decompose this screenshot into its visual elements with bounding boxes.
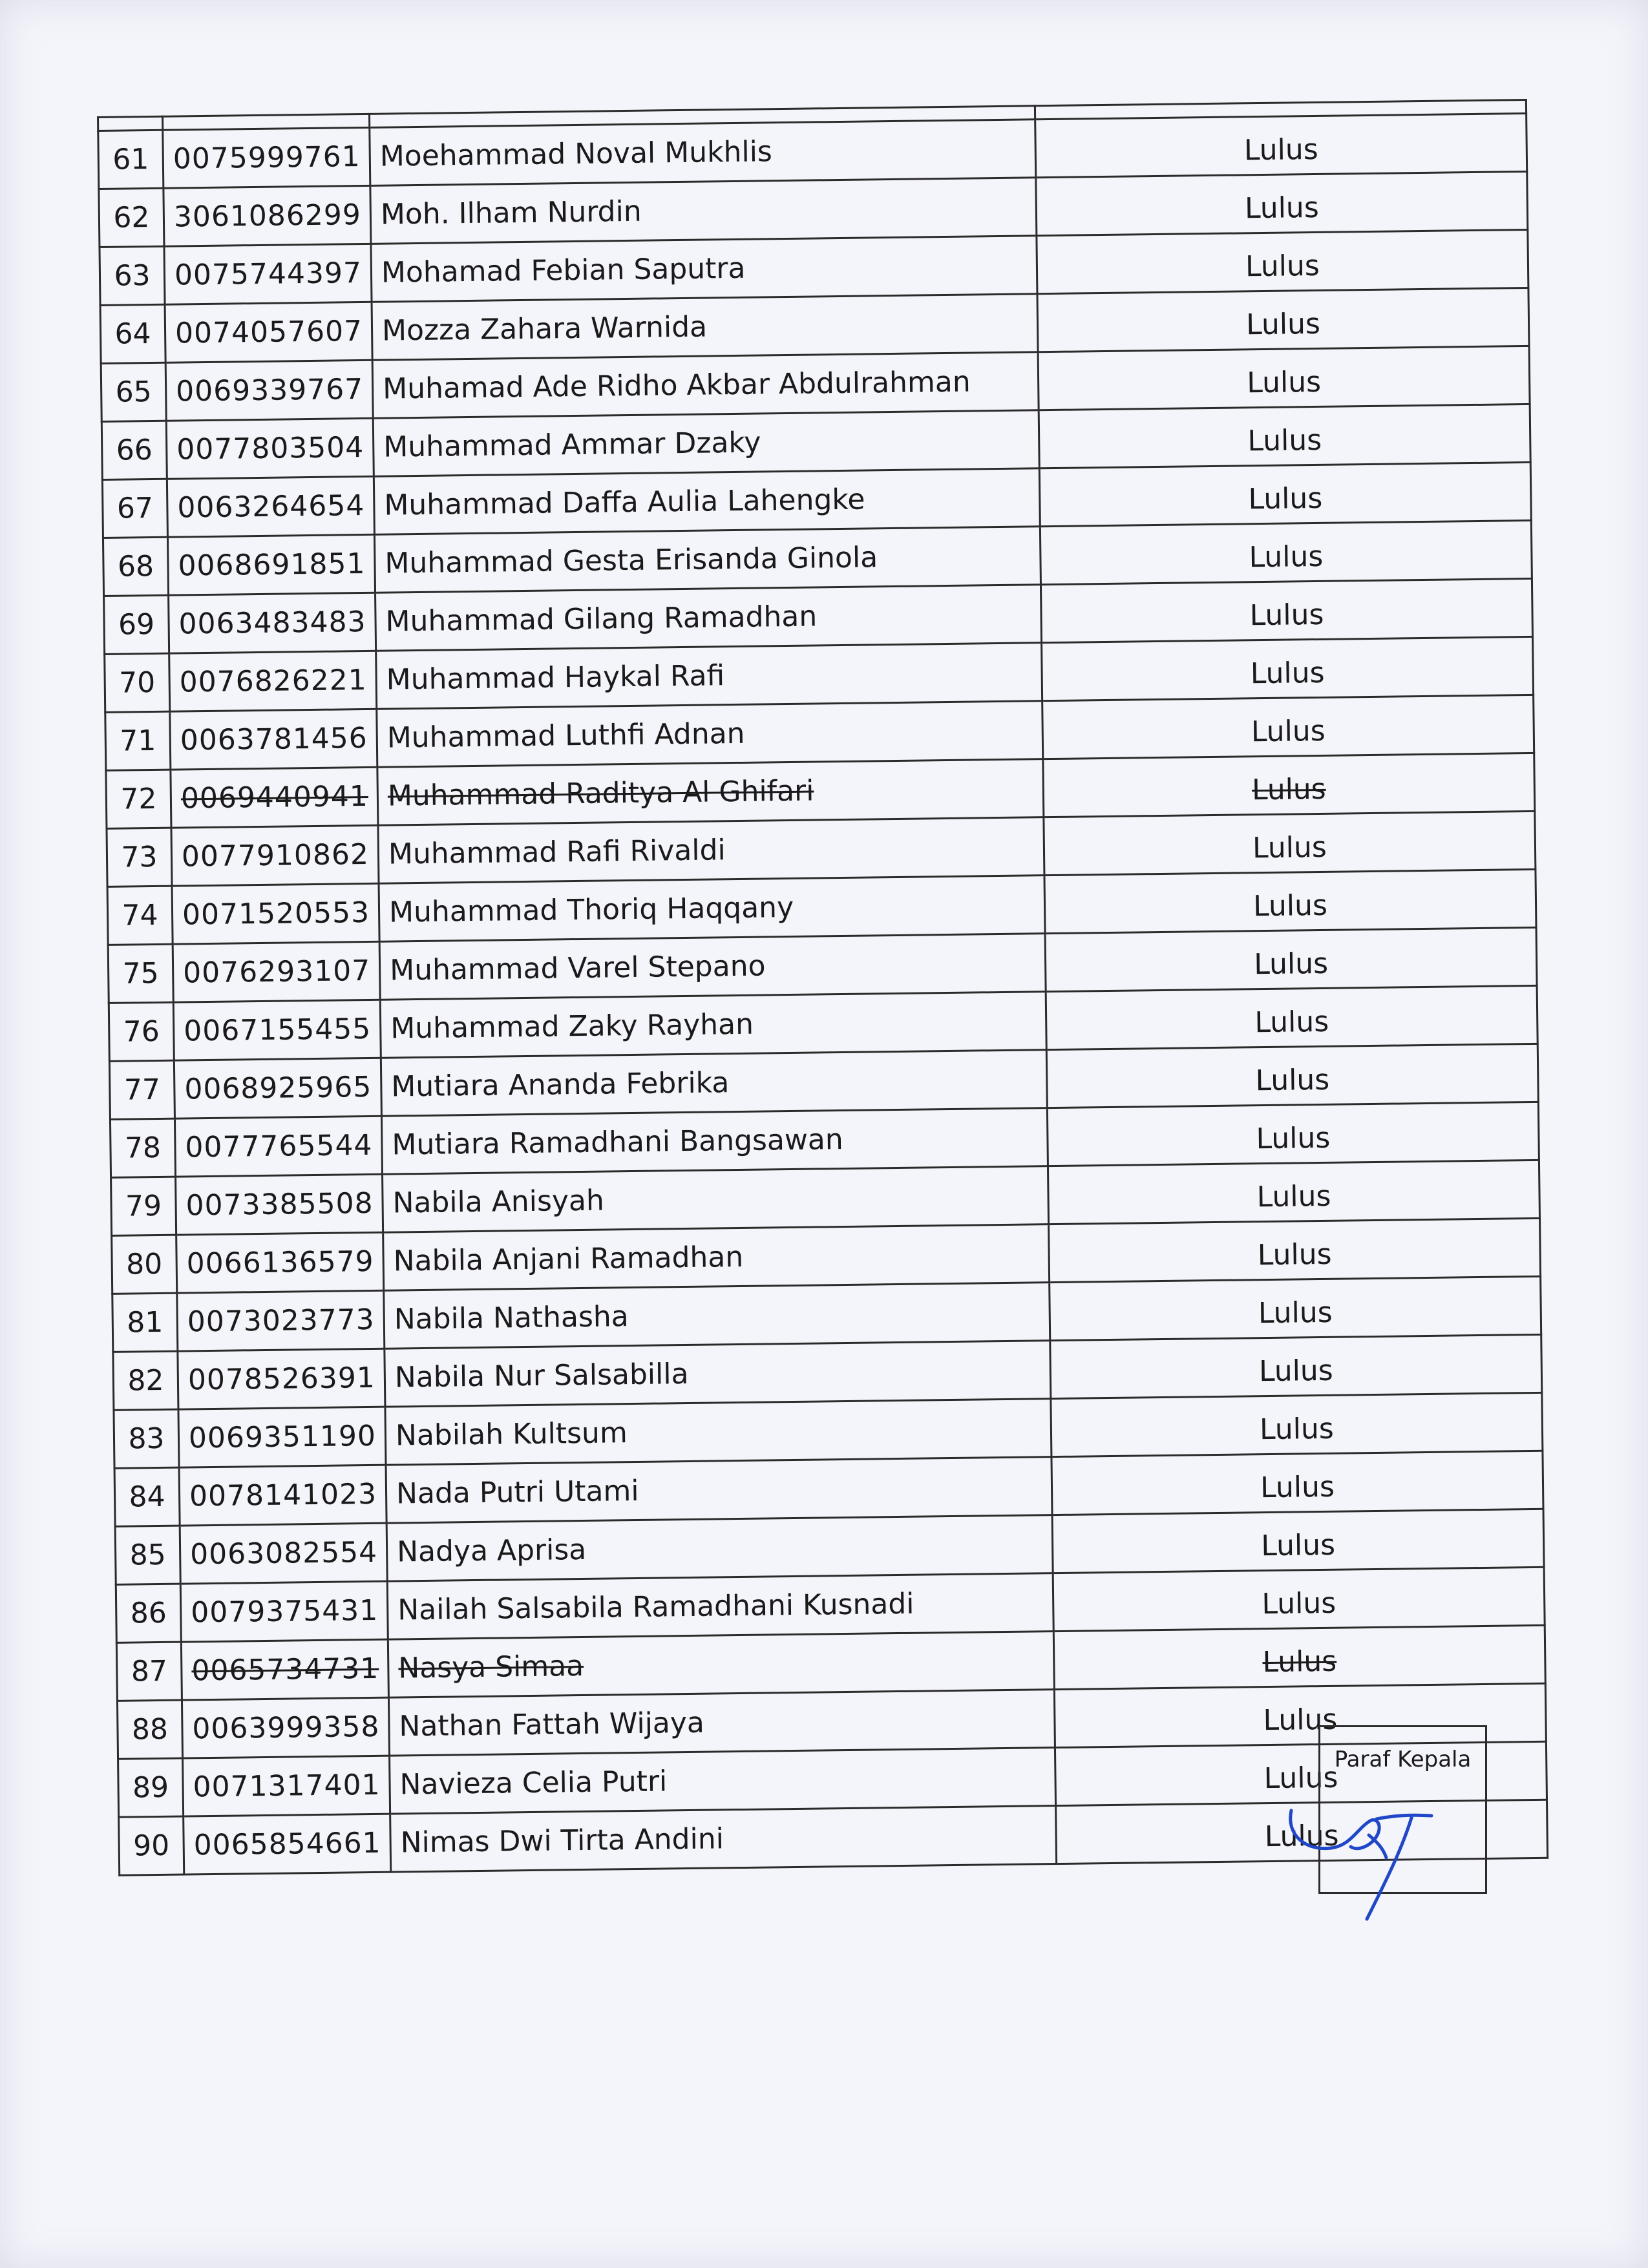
nisn-cell (183, 1756, 390, 1816)
status-cell-text: Lulus (1248, 481, 1323, 516)
status-cell (1035, 113, 1527, 177)
row-number-cell-text: 88 (131, 1712, 169, 1747)
row-number-cell (109, 1060, 174, 1119)
student-name-cell-text: Moehammad Noval Mukhlis (379, 135, 773, 173)
status-cell (1044, 869, 1536, 933)
status-cell (1044, 811, 1536, 875)
row-number-cell-text: 83 (128, 1422, 165, 1456)
status-cell-text: Lulus (1245, 249, 1320, 284)
nisn-cell-text: 0076293107 (182, 954, 371, 990)
nisn-cell-text: 0065854661 (193, 1826, 381, 1862)
status-cell-text: Lulus (1249, 598, 1324, 633)
student-name-cell (371, 236, 1037, 302)
student-name-cell-text: Nabila Nur Salsabilla (394, 1357, 689, 1394)
student-name-cell-text: Muhammad Zaky Rayhan (390, 1007, 754, 1045)
status-cell-text: Lulus (1243, 132, 1318, 167)
status-cell-text: Lulus (1259, 1412, 1335, 1447)
nisn-cell (182, 1697, 389, 1758)
row-number-cell-text: 65 (115, 375, 153, 409)
student-name-cell-text: Nimas Dwi Tirta Andini (400, 1822, 724, 1860)
student-name-cell-text: Nabila Nathasha (394, 1300, 629, 1336)
row-number-cell-text: 80 (125, 1247, 163, 1281)
nisn-cell (181, 1639, 388, 1700)
row-number-cell (100, 246, 165, 305)
student-name-cell-text: Muhammad Haykal Rafi (386, 659, 725, 697)
nisn-cell (173, 1000, 381, 1060)
status-cell (1046, 1044, 1538, 1108)
nisn-cell-text: 0073023773 (187, 1303, 375, 1339)
nisn-cell-text: 0071520553 (182, 896, 370, 932)
row-number-cell-text: 86 (130, 1596, 167, 1630)
nisn-cell (169, 651, 377, 711)
student-name-cell (387, 1573, 1053, 1640)
student-name-cell (385, 1341, 1051, 1407)
student-name-cell (381, 1050, 1047, 1117)
nisn-cell (178, 1407, 386, 1467)
row-number-cell (112, 1235, 177, 1294)
nisn-cell (184, 1814, 391, 1874)
row-number-cell-text: 82 (127, 1363, 164, 1398)
nisn-cell-text: 0074057607 (174, 315, 363, 350)
status-cell-text: Lulus (1252, 888, 1328, 923)
student-name-cell-text: Mozza Zahara Warnida (381, 310, 708, 348)
row-number-cell-text: 85 (129, 1538, 167, 1572)
nisn-cell-text: 0065734731 (191, 1652, 379, 1688)
student-name-cell (388, 1632, 1054, 1698)
row-number-cell-text: 90 (132, 1829, 170, 1863)
student-name-cell (376, 643, 1042, 709)
row-number-cell-text: 68 (117, 549, 154, 583)
status-cell (1043, 753, 1535, 817)
row-number-cell (114, 1409, 179, 1468)
student-name-cell (390, 1806, 1057, 1873)
status-cell (1037, 288, 1529, 352)
nisn-cell (165, 360, 373, 421)
row-number-cell (98, 130, 164, 189)
student-name-cell-text: Muhammad Daffa Aulia Lahengke (384, 483, 865, 522)
initials-label: Paraf Kepala (1334, 1747, 1472, 1772)
row-number-cell-text: 89 (132, 1770, 169, 1805)
status-cell (1040, 520, 1532, 584)
nisn-cell-text: 0077910862 (181, 837, 370, 874)
row-number-cell-text: 73 (121, 840, 158, 874)
status-cell-text: Lulus (1251, 772, 1327, 807)
status-cell-text: Lulus (1247, 423, 1322, 458)
nisn-cell-text: 0077765544 (185, 1128, 373, 1164)
row-number-cell (108, 944, 173, 1003)
row-number-cell-text: 67 (116, 491, 154, 525)
nisn-cell (176, 1174, 383, 1235)
nisn-cell-text: 0078526391 (187, 1361, 376, 1397)
row-number-cell (116, 1642, 182, 1701)
status-cell (1045, 927, 1537, 991)
row-number-cell (107, 886, 173, 945)
nisn-cell-text: 0063781456 (180, 721, 368, 757)
status-cell (1051, 1451, 1543, 1515)
status-cell-text: Lulus (1264, 1819, 1339, 1854)
nisn-cell-text: 0063483483 (178, 605, 366, 641)
nisn-cell (180, 1581, 388, 1642)
student-name-cell-text: Mutiara Ananda Febrika (391, 1066, 730, 1104)
nisn-cell (174, 1058, 381, 1118)
student-name-cell (374, 527, 1041, 593)
nisn-cell (166, 418, 374, 479)
row-number-cell (102, 479, 167, 538)
row-number-cell-text: 69 (118, 607, 155, 642)
student-name-cell (385, 1399, 1051, 1465)
student-name-cell (370, 178, 1037, 244)
status-cell (1053, 1625, 1545, 1689)
student-name-cell (380, 992, 1046, 1058)
student-name-cell-text: Moh. Ilham Nurdin (380, 194, 642, 231)
status-cell-text: Lulus (1247, 365, 1322, 400)
nisn-cell (167, 476, 374, 537)
nisn-cell (169, 593, 376, 653)
row-number-cell-text: 74 (121, 898, 158, 932)
status-cell-text: Lulus (1250, 656, 1325, 691)
nisn-cell (165, 302, 372, 362)
status-cell-text: Lulus (1257, 1237, 1332, 1272)
student-name-cell (374, 468, 1040, 535)
status-cell-text: Lulus (1263, 1703, 1338, 1738)
row-number-cell-text: 61 (112, 143, 149, 176)
nisn-cell (167, 534, 375, 595)
student-name-cell (383, 1166, 1049, 1233)
row-number-cell (110, 1118, 175, 1177)
nisn-cell (180, 1523, 387, 1584)
nisn-cell (179, 1465, 386, 1526)
status-cell (1036, 171, 1528, 235)
row-number-cell (103, 537, 168, 596)
row-number-cell (113, 1351, 178, 1410)
nisn-cell-text: 0066136579 (186, 1244, 374, 1281)
status-cell-text: Lulus (1249, 540, 1324, 574)
nisn-cell-text: 0073385508 (185, 1186, 374, 1223)
student-name-cell (372, 294, 1038, 361)
nisn-cell-text: 0068925965 (184, 1070, 372, 1106)
nisn-cell (176, 1232, 384, 1293)
row-number-cell-text: 62 (113, 201, 150, 235)
table-body (98, 100, 1548, 1875)
status-cell-text: Lulus (1254, 1005, 1329, 1040)
row-number-cell-text: 70 (118, 666, 156, 700)
row-number-cell (101, 421, 167, 479)
row-number-cell-text: 66 (116, 433, 153, 467)
graduation-results-table (97, 99, 1548, 1876)
nisn-cell (172, 883, 379, 944)
student-name-cell-text: Muhammad Ammar Dzaky (383, 426, 761, 464)
student-name-cell-text: Nabila Anjani Ramadhan (393, 1240, 744, 1278)
student-name-cell (375, 585, 1042, 651)
status-cell-text: Lulus (1263, 1761, 1338, 1796)
student-name-cell-text: Nada Putri Utami (396, 1474, 639, 1511)
row-number-cell (100, 304, 165, 363)
row-number-cell (106, 770, 171, 828)
student-name-cell (386, 1457, 1052, 1524)
row-number-cell-text: 79 (125, 1189, 162, 1223)
status-cell (1047, 1102, 1539, 1166)
status-cell (1052, 1509, 1544, 1573)
row-number-cell-text: 87 (131, 1654, 168, 1688)
status-cell-text: Lulus (1252, 830, 1327, 865)
student-name-cell-text: Muhammad Varel Stepano (389, 949, 766, 987)
status-cell (1037, 229, 1528, 293)
row-number-cell (109, 1002, 174, 1061)
status-cell (1050, 1276, 1541, 1340)
status-cell-text: Lulus (1244, 191, 1320, 226)
nisn-cell (178, 1349, 385, 1409)
student-name-cell-text: Muhammad Gilang Ramadhan (385, 600, 818, 638)
row-number-cell (118, 1758, 184, 1817)
row-number-cell (105, 653, 170, 712)
student-name-cell (386, 1515, 1053, 1582)
student-name-cell (388, 1690, 1055, 1756)
status-cell-text: Lulus (1262, 1644, 1337, 1679)
student-name-cell-text: Nathan Fattah Wijaya (399, 1706, 705, 1743)
nisn-cell-text: 0076826221 (179, 663, 367, 699)
nisn-cell (173, 941, 380, 1002)
status-cell (1046, 985, 1537, 1049)
row-number-cell-text: 81 (127, 1305, 164, 1339)
row-number-cell (104, 595, 169, 654)
status-cell (1049, 1218, 1541, 1282)
row-number-cell-text: 63 (114, 259, 151, 293)
student-name-cell-text: Muhammad Luthfi Adnan (386, 717, 745, 755)
student-name-cell-text: Nabilah Kultsum (395, 1416, 628, 1453)
nisn-cell (171, 825, 379, 886)
status-cell-text: Lulus (1258, 1296, 1333, 1330)
nisn-cell-text: 0079375431 (190, 1593, 379, 1630)
student-name-cell-text: Mutiara Ramadhani Bangsawan (392, 1123, 844, 1162)
row-number-cell (101, 362, 166, 421)
nisn-cell-text: 0068691851 (178, 547, 366, 583)
student-name-cell (377, 759, 1044, 826)
nisn-cell-text: 0067155455 (183, 1012, 372, 1048)
row-number-cell-text: 76 (123, 1014, 160, 1049)
row-number-cell (112, 1293, 178, 1352)
status-cell (1051, 1392, 1543, 1456)
nisn-cell-text: 0075744397 (174, 257, 363, 292)
student-name-cell (378, 817, 1044, 884)
student-name-cell-text: Muhammad Rafi Rivaldi (388, 834, 726, 871)
student-name-cell-text: Nailah Salsabila Ramadhani Kusnadi (397, 1587, 914, 1627)
status-cell-text: Lulus (1254, 947, 1329, 982)
student-name-cell (373, 410, 1039, 477)
signature-mark (1280, 1790, 1474, 1938)
status-cell (1053, 1567, 1545, 1631)
row-number-cell (105, 711, 171, 770)
status-cell-text: Lulus (1260, 1470, 1335, 1505)
status-cell-text: Lulus (1256, 1179, 1331, 1214)
row-number-cell-text: 84 (129, 1480, 165, 1514)
status-cell (1042, 636, 1534, 700)
status-cell (1048, 1160, 1539, 1224)
row-number-cell-text: 72 (120, 782, 157, 816)
student-name-cell-text: Muhammad Raditya Al Ghifari (387, 774, 814, 813)
status-cell-text: Lulus (1251, 714, 1326, 749)
row-number-cell (119, 1816, 184, 1875)
row-number-cell-text: 71 (120, 724, 156, 758)
student-name-cell-text: Mohamad Febian Saputra (381, 251, 746, 289)
status-cell (1039, 404, 1530, 468)
student-name-cell (381, 1108, 1048, 1175)
status-cell-text: Lulus (1245, 307, 1321, 342)
student-name-cell (377, 701, 1043, 768)
nisn-cell-text: 0075999761 (173, 140, 361, 176)
nisn-cell-text: 0077803504 (176, 430, 364, 467)
status-cell (1042, 695, 1534, 759)
row-number-cell (117, 1700, 182, 1759)
student-name-cell-text: Muhamad Ade Ridho Akbar Abdulrahman (382, 365, 971, 406)
nisn-cell-text: 0071317401 (193, 1768, 381, 1804)
status-cell-text: Lulus (1261, 1528, 1336, 1563)
nisn-cell-text: 0063264654 (177, 488, 365, 525)
student-name-cell-text: Muhammad Thoriq Haqqany (388, 890, 794, 929)
nisn-cell (163, 127, 370, 188)
status-cell-text: Lulus (1262, 1586, 1336, 1621)
student-name-cell (370, 120, 1036, 186)
status-cell (1038, 346, 1530, 410)
student-name-cell-text: Muhammad Gesta Erisanda Ginola (385, 541, 878, 580)
nisn-cell (164, 244, 372, 304)
nisn-cell-text: 3061086299 (173, 198, 362, 234)
row-number-cell (99, 188, 164, 247)
student-name-cell (372, 352, 1039, 419)
student-name-cell (384, 1283, 1050, 1349)
row-number-cell (116, 1584, 181, 1643)
status-cell-text: Lulus (1258, 1354, 1333, 1389)
student-name-cell (383, 1224, 1050, 1291)
row-number-cell-text: 64 (114, 317, 151, 351)
nisn-cell (164, 185, 371, 246)
nisn-cell-text: 0069351190 (188, 1419, 377, 1455)
nisn-cell (170, 709, 377, 770)
nisn-cell-text: 0063082554 (189, 1535, 378, 1571)
nisn-cell-text: 0069440941 (180, 779, 369, 815)
student-name-cell (390, 1748, 1056, 1814)
student-name-cell-text: Navieza Celia Putri (399, 1765, 668, 1801)
status-cell (1039, 462, 1531, 526)
student-name-cell-text: Nasya Simaa (398, 1649, 584, 1685)
student-name-cell-text: Nabila Anisyah (392, 1184, 605, 1220)
nisn-cell-text: 0078141023 (189, 1477, 377, 1513)
nisn-cell (177, 1290, 385, 1351)
row-number-cell (107, 828, 172, 887)
row-number-cell (111, 1177, 176, 1235)
row-number-cell (114, 1467, 180, 1526)
student-name-cell (379, 934, 1046, 1000)
nisn-cell (171, 767, 378, 828)
status-cell-text: Lulus (1255, 1063, 1330, 1098)
status-cell (1050, 1334, 1542, 1398)
status-cell (1041, 578, 1532, 642)
row-number-cell-text: 77 (123, 1073, 161, 1107)
row-number-cell (115, 1526, 180, 1584)
nisn-cell-text: 0069339767 (175, 372, 364, 408)
row-number-cell-text: 78 (124, 1131, 162, 1165)
nisn-cell (174, 1116, 382, 1177)
student-name-cell (379, 876, 1045, 942)
header-cell-no (98, 116, 163, 131)
status-cell-text: Lulus (1256, 1121, 1331, 1156)
student-name-cell-text: Nadya Aprisa (396, 1533, 587, 1569)
row-number-cell-text: 75 (122, 956, 160, 991)
nisn-cell-text: 0063999358 (192, 1710, 380, 1746)
